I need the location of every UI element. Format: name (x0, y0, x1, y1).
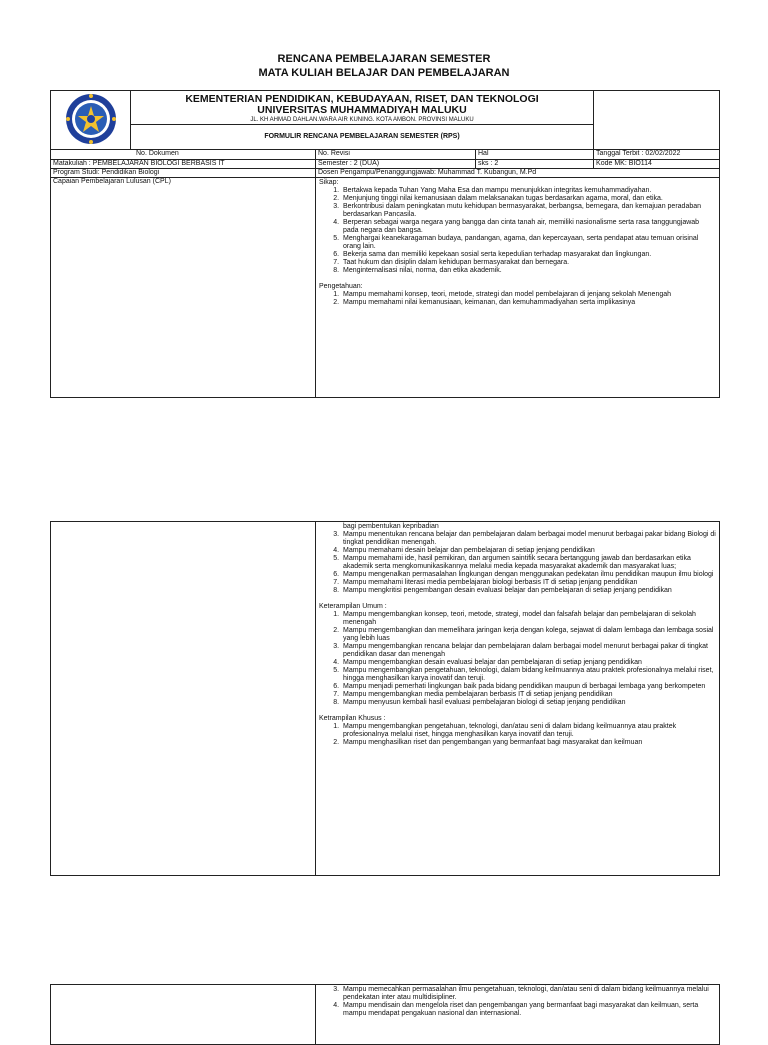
keterampilan-khusus-list (319, 723, 716, 747)
sks-field: sks : 2 (476, 160, 594, 169)
university-address: JL. KH AHMAD DAHLAN.WARA AIR KUNING. KOTA AMBON. PROVINSI MALUKU (250, 117, 474, 123)
cpl-label-continued (51, 985, 316, 1045)
keterampilan-khusus-list-continued (319, 986, 716, 1018)
keterampilan-umum-list (319, 611, 716, 707)
list-item: 5. Mampu memahami ide, hasil pemikiran, dan argumen saintifik secara bertanggung jawab dan berdasarkan etika akademik serta mengkomunikasikannya melalui media kepada masyarakat akademik dan masyarakat luas; (341, 555, 716, 571)
rps-table-page-2 (50, 521, 720, 876)
document-title: RENCANA PEMBELAJARAN SEMESTER (277, 53, 491, 65)
list-item: 2. Mampu mengembangkan dan memelihara jaringan kerja dengan kolega, sejawat di dalam lembaga dan lembaga sosial yang lebih luas (341, 627, 716, 643)
list-item: 7. Mampu memahami literasi media pembelajaran biologi berbasis IT di setiap jenjang pendidikan (341, 579, 716, 587)
ministry-name: KEMENTERIAN PENDIDIKAN, KEBUDAYAAN, RISET, DAN TEKNOLOGI (185, 93, 539, 105)
list-item: 1. Mampu memahami konsep, teori, metode, strategi dan model pembelajaran di jenjang sekolah Menengah (341, 291, 716, 299)
list-item: 6. Mampu mengenalkan permasalahan lingkungan dengan menggunakan pedekatan ilmu pendidikan maupun ilmu biologi (341, 571, 716, 579)
list-item: 1. Mampu mengembangkan konsep, teori, metode, strategi, model dan falsafah belajar dan pembelajaran di sekolah menengah (341, 611, 716, 627)
rps-table-page-1 (50, 90, 720, 398)
list-item: 2. Mampu menghasilkan riset dan pengembangan yang bermanfaat bagi masyarakat dan keilmuan (341, 739, 716, 747)
sikap-heading: Sikap: (319, 179, 339, 186)
list-item: 3. Mampu mengembangkan rencana belajar dan pembelajaran dalam berbagai model menurut berbagai pakar di tingkat pendidikan dasar dan menengah (341, 643, 716, 659)
list-item: 2. Mampu memahami nilai kemanusiaan, keimanan, dan kemuhammadiyahan serta implikasinya (341, 299, 716, 307)
header-blank-cell (594, 91, 720, 150)
list-item: 5. Mampu mengembangkan pengetahuan, teknologi, dalam bidang keilmuannya atau praktek profesionalnya melalui riset, hingga menghasilkan karya inovatif dan teruji. (341, 667, 716, 683)
list-item: 6. Bekerja sama dan memiliki kepekaan sosial serta kepedulian terhadap masyarakat dan lingkungan. (341, 251, 716, 259)
list-item: 1. Bertakwa kepada Tuhan Yang Maha Esa dan mampu menunjukkan integritas kemuhammadiyahan. (341, 187, 716, 195)
list-item: 4. Mampu mendisain dan mengelola riset dan pengembangan yang bermanfaat bagi masyarakat dan keilmuan, serta mampu mendapat pengakuan nasional dan internasional. (341, 1002, 716, 1018)
no-revisi-label: No. Revisi (316, 150, 476, 160)
list-item: 7. Mampu mengembangkan media pembelajaran berbasis IT di setiap jenjang pendidikan (341, 691, 716, 699)
no-dokumen-label: No. Dokumen (51, 150, 316, 160)
institution-header (131, 91, 594, 125)
list-item: 1. Mampu mengembangkan pengetahuan, teknologi, dan/atau seni di dalam bidang keilmuannya atau praktek profesionalnya melalui riset, hingga menghasilkan karya inovatif dan teruji. (341, 723, 716, 739)
university-logo (51, 91, 131, 150)
sikap-list (319, 187, 716, 275)
semester-field: Semester : 2 (DUA) (316, 160, 476, 169)
document-subtitle: MATA KULIAH BELAJAR DAN PEMBELAJARAN (258, 67, 510, 79)
list-item: 5. Menghargai keanekaragaman budaya, pandangan, agama, dan kepercayaan, serta pendapat atau temuan orisinal orang lain. (341, 235, 716, 251)
list-item: 4. Berperan sebagai warga negara yang bangga dan cinta tanah air, memiliki nasionalisme serta rasa tanggungjawab pada negara dan bangsa. (341, 219, 716, 235)
university-seal-icon (60, 93, 122, 145)
rps-table-page-3 (50, 984, 720, 1045)
continuation-text: bagi pembentukan kepribadian (343, 523, 439, 530)
keterampilan-umum-heading: Keterampilan Umum : (319, 603, 387, 610)
dosen-field: Dosen Pengampu/Penanggungjawab: Muhammad T. Kubangun, M.Pd (316, 169, 720, 178)
cpl-content (316, 178, 720, 398)
program-studi-field: Program Studi: Pendidikan Biologi (51, 169, 316, 178)
list-item: 2. Menjunjung tinggi nilai kemanusiaan dalam melaksanakan tugas berdasarkan agama, moral, dan etika. (341, 195, 716, 203)
matakuliah-field: Matakuliah : PEMBELAJARAN BIOLOGI BERBASIS IT (51, 160, 316, 169)
form-title: FORMULIR RENCANA PEMBELAJARAN SEMESTER (RPS) (131, 125, 594, 150)
list-item: 6. Mampu menjadi pemerhati lingkungan baik pada bidang pendidikan maupun di berbagai lembaga yang berkompeten (341, 683, 716, 691)
kode-mk-field: Kode MK: BIO114 (594, 160, 720, 169)
pengetahuan-heading: Pengetahuan: (319, 283, 363, 290)
list-item: 3. Berkontribusi dalam peningkatan mutu kehidupan bermasyarakat, berbangsa, bernegara, dan kemajuan peradaban berdasarkan Pancasila. (341, 203, 716, 219)
list-item: 8. Mampu mengkritisi pengembangan desain evaluasi belajar dan pembelajaran di setiap jenjang pendidikan (341, 587, 716, 595)
tanggal-terbit: Tanggal Terbit : 02/02/2022 (594, 150, 720, 160)
list-item: 8. Mampu menyusun kembali hasil evaluasi pembelajaran biologi di setiap jenjang pendidikan (341, 699, 716, 707)
cpl-label-continued (51, 522, 316, 876)
cpl-content-continued (316, 985, 720, 1045)
cpl-label: Capaian Pembelajaran Lulusan (CPL) (51, 178, 316, 398)
keterampilan-khusus-heading: Ketrampilan Khusus : (319, 715, 386, 722)
cpl-content-continued (316, 522, 720, 876)
hal-label: Hal (476, 150, 594, 160)
pengetahuan-list (319, 291, 716, 307)
pengetahuan-list-continued (319, 531, 716, 595)
list-item: 3. Mampu menentukan rencana belajar dan pembelajaran dalam berbagai model menurut berbagai pakar bidang Biologi di tingkat pendidikan menengah. (341, 531, 716, 547)
list-item: 8. Menginternalisasi nilai, norma, dan etika akademik. (341, 267, 716, 275)
list-item: 4. Mampu memahami desain belajar dan pembelajaran di setiap jenjang pendidikan (341, 547, 716, 555)
list-item: 7. Taat hukum dan disiplin dalam kehidupan bermasyarakat dan bernegara. (341, 259, 716, 267)
list-item: 4. Mampu mengembangkan desain evaluasi belajar dan pembelajaran di setiap jenjang pendidikan (341, 659, 716, 667)
list-item: 3. Mampu memecahkan permasalahan ilmu pengetahuan, teknologi, dan/atau seni di dalam bidang keilmuannya melalui pendekatan inter atau multidisipliner. (341, 986, 716, 1002)
university-name: UNIVERSITAS MUHAMMADIYAH MALUKU (257, 104, 467, 116)
